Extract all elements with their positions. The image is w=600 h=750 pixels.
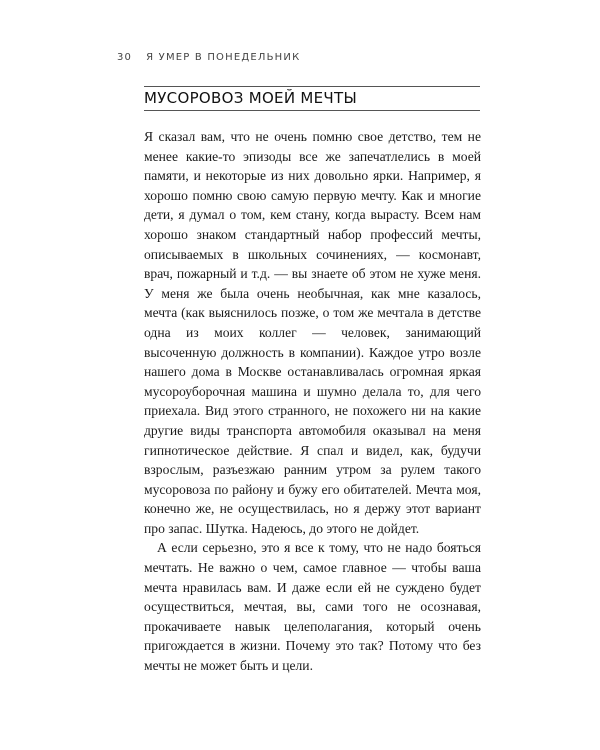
body-text — [144, 127, 481, 676]
running-head-book-title: Я УМЕР В ПОНЕДЕЛЬНИК — [146, 52, 301, 63]
chapter-title: МУСОРОВОЗ МОЕЙ МЕЧТЫ — [144, 89, 358, 107]
chapter-title-top-rule — [144, 86, 480, 87]
paragraph-1: Я сказал вам, что не очень помню свое детство, тем не менее какие-то эпизоды все же запечатлелись в моей памяти, и некоторые из них довольно ярки. Например, я хорошо помню свою самую первую мечту. Как и многие дети, я думал о том, кем стану, когда вырасту. Всем нам хорошо знаком стандартный набор профессий мечты, описываемых в школьных сочинениях, — космонавт, врач, пожарный и т.д. — вы знаете об этом не хуже меня. У меня же была очень необычная, как мне казалось, мечта (как выяснилось позже, о том же мечтала в детстве одна из моих коллег — человек, занимающий высоченную должность в компании). Каждое утро возле нашего дома в Москве останавливалась огромная яркая мусороуборочная машина и шумно делала то, для чего приехала. Вид этого странного, не похожего ни на какие другие виды транспорта автомобиля оказывал на меня гипнотическое действие. Я спал и видел, как, будучи взрослым, разъезжаю ранним утром за рулем такого мусоровоза по району и бужу его обитателей. Мечта моя, конечно же, не осуществилась, но я держу этот вариант про запас. Шутка. Надеюсь, до этого не дойдет. — [144, 129, 481, 536]
paragraph-2: А если серьезно, это я все к тому, что не надо бояться мечтать. Не важно о чем, самое главное — чтобы ваша мечта нравилась вам. И даже если ей не суждено будет осуществиться, мечтая, вы, сами того не осознавая, прокачиваете навык целеполагания, который очень пригождается в жизни. Почему это так? Потому что без мечты не может быть и цели. — [144, 540, 481, 674]
page-number: 30 — [117, 52, 133, 63]
running-head — [117, 52, 300, 63]
chapter-title-bottom-rule — [144, 110, 480, 111]
